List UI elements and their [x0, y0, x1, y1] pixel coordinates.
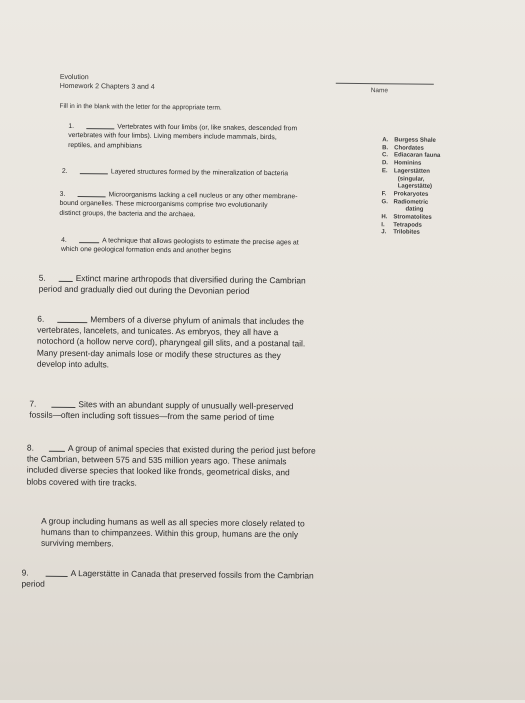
question-line: Layered structures formed by the mineralization of bacteria: [110, 168, 289, 178]
question-unnumbered: [41, 516, 411, 553]
name-line: [336, 83, 434, 85]
answer-blank[interactable]: [78, 196, 106, 197]
question-line: included diverse species that looked like fronds, geometrical disks, and: [26, 464, 290, 478]
option-g-continued: dating: [405, 206, 424, 214]
question-line: which one geological formation ends and another begins: [61, 246, 232, 256]
question-line: A group of animal species that existed during the period just before: [67, 442, 316, 456]
question-line: reptiles, and amphibians: [68, 141, 142, 150]
question-line: notochord (a hollow nerve cord), pharyngeal gill slits, and a postanal tail.: [37, 336, 306, 349]
answer-blank[interactable]: [59, 281, 73, 282]
question-5: [39, 273, 379, 299]
question-number: 6.: [37, 313, 45, 324]
question-8: [27, 443, 407, 492]
answer-blank[interactable]: [79, 242, 99, 243]
question-number: 3.: [59, 190, 66, 198]
course-title: Evolution: [59, 73, 89, 82]
question-line: bound organelles. These microorganisms comprise two evolutionarily: [59, 200, 268, 210]
question-line: Many present-day animals lose or modify these structures as they: [36, 347, 281, 360]
instructions: Fill in in the blank with the letter for the appropriate term.: [59, 102, 222, 112]
option-h: H. Stromatolites: [381, 214, 432, 221]
question-line: A group including humans as well as all species more closely related to: [41, 515, 305, 529]
question-line: blobs covered with tire tracks.: [26, 476, 137, 488]
question-line: period and gradually died out during the Devonian period: [38, 283, 250, 297]
answer-blank[interactable]: [46, 576, 68, 577]
answer-options-list: [381, 137, 440, 238]
question-line: A technique that allows geologists to estimate the precise ages at: [102, 237, 299, 247]
question-number: 8.: [26, 442, 35, 453]
option-a: A. Burgess Shale: [382, 137, 436, 144]
option-c: C. Ediacaran fauna: [382, 152, 441, 160]
option-g: G. Radiometric: [381, 198, 429, 206]
question-line: fossils—often including soft tissues—from the same period of time: [29, 409, 275, 423]
answer-blank[interactable]: [86, 128, 114, 129]
question-9: [21, 567, 401, 593]
question-line: vertebrates with four limbs). Living members include mammals, birds,: [68, 132, 277, 142]
question-line: Vertebrates with four limbs (or, like snakes, descended from: [117, 123, 298, 133]
answer-blank[interactable]: [49, 451, 65, 452]
option-j: J. Trilobites: [381, 229, 420, 237]
question-line: develop into adults.: [36, 358, 110, 370]
question-number: 4.: [61, 236, 67, 244]
question-7: [29, 399, 389, 425]
question-3: [59, 190, 369, 221]
question-line: distinct groups, the bacteria and the archaea.: [59, 209, 196, 219]
question-line: Members of a diverse phylum of animals that includes the: [90, 314, 305, 327]
question-number: 9.: [21, 567, 29, 578]
answer-blank[interactable]: [80, 173, 108, 174]
option-d: D. Hominins: [381, 160, 422, 167]
question-2: [62, 167, 362, 180]
question-line: vertebrates, lancelets, and tunicates. As embryos, they all have a: [37, 324, 279, 338]
question-number: 5.: [38, 272, 46, 283]
question-line: Extinct marine arthropods that diversified during the Cambrian: [75, 273, 306, 286]
question-6: [37, 314, 398, 374]
option-b: B. Chordates: [382, 144, 424, 152]
name-label: Name: [370, 87, 389, 95]
option-f: F. Prokaryotes: [381, 191, 429, 198]
answer-blank[interactable]: [57, 322, 87, 323]
assignment-subtitle: Homework 2 Chapters 3 and 4: [59, 82, 155, 91]
option-i: I. Tetrapods: [381, 221, 422, 229]
question-number: 2.: [61, 167, 68, 175]
option-e-continued: Lagerstätte): [397, 183, 433, 190]
worksheet-header: [60, 73, 155, 92]
question-line: A Lagerstätte in Canada that preserved fossils from the Cambrian: [70, 568, 314, 581]
question-4: [61, 236, 371, 258]
question-line: surviving members.: [40, 538, 114, 549]
question-line: period: [21, 578, 45, 589]
question-number: 7.: [29, 398, 37, 409]
question-line: Sites with an abundant supply of unusually well-preserved: [78, 399, 294, 412]
question-line: humans than to chimpanzees. Within this group, humans are the only: [41, 526, 299, 540]
option-e: E. Lagerstätten: [381, 168, 430, 175]
option-e-continued: (singular,: [397, 175, 425, 183]
question-1: [68, 122, 368, 153]
question-line: the Cambrian, between 575 and 535 million years ago. These animals: [26, 453, 287, 467]
question-number: 1.: [68, 122, 75, 131]
answer-blank[interactable]: [51, 407, 75, 408]
question-line: Microorganisms lacking a cell nucleus or any other membrane-: [108, 191, 298, 201]
